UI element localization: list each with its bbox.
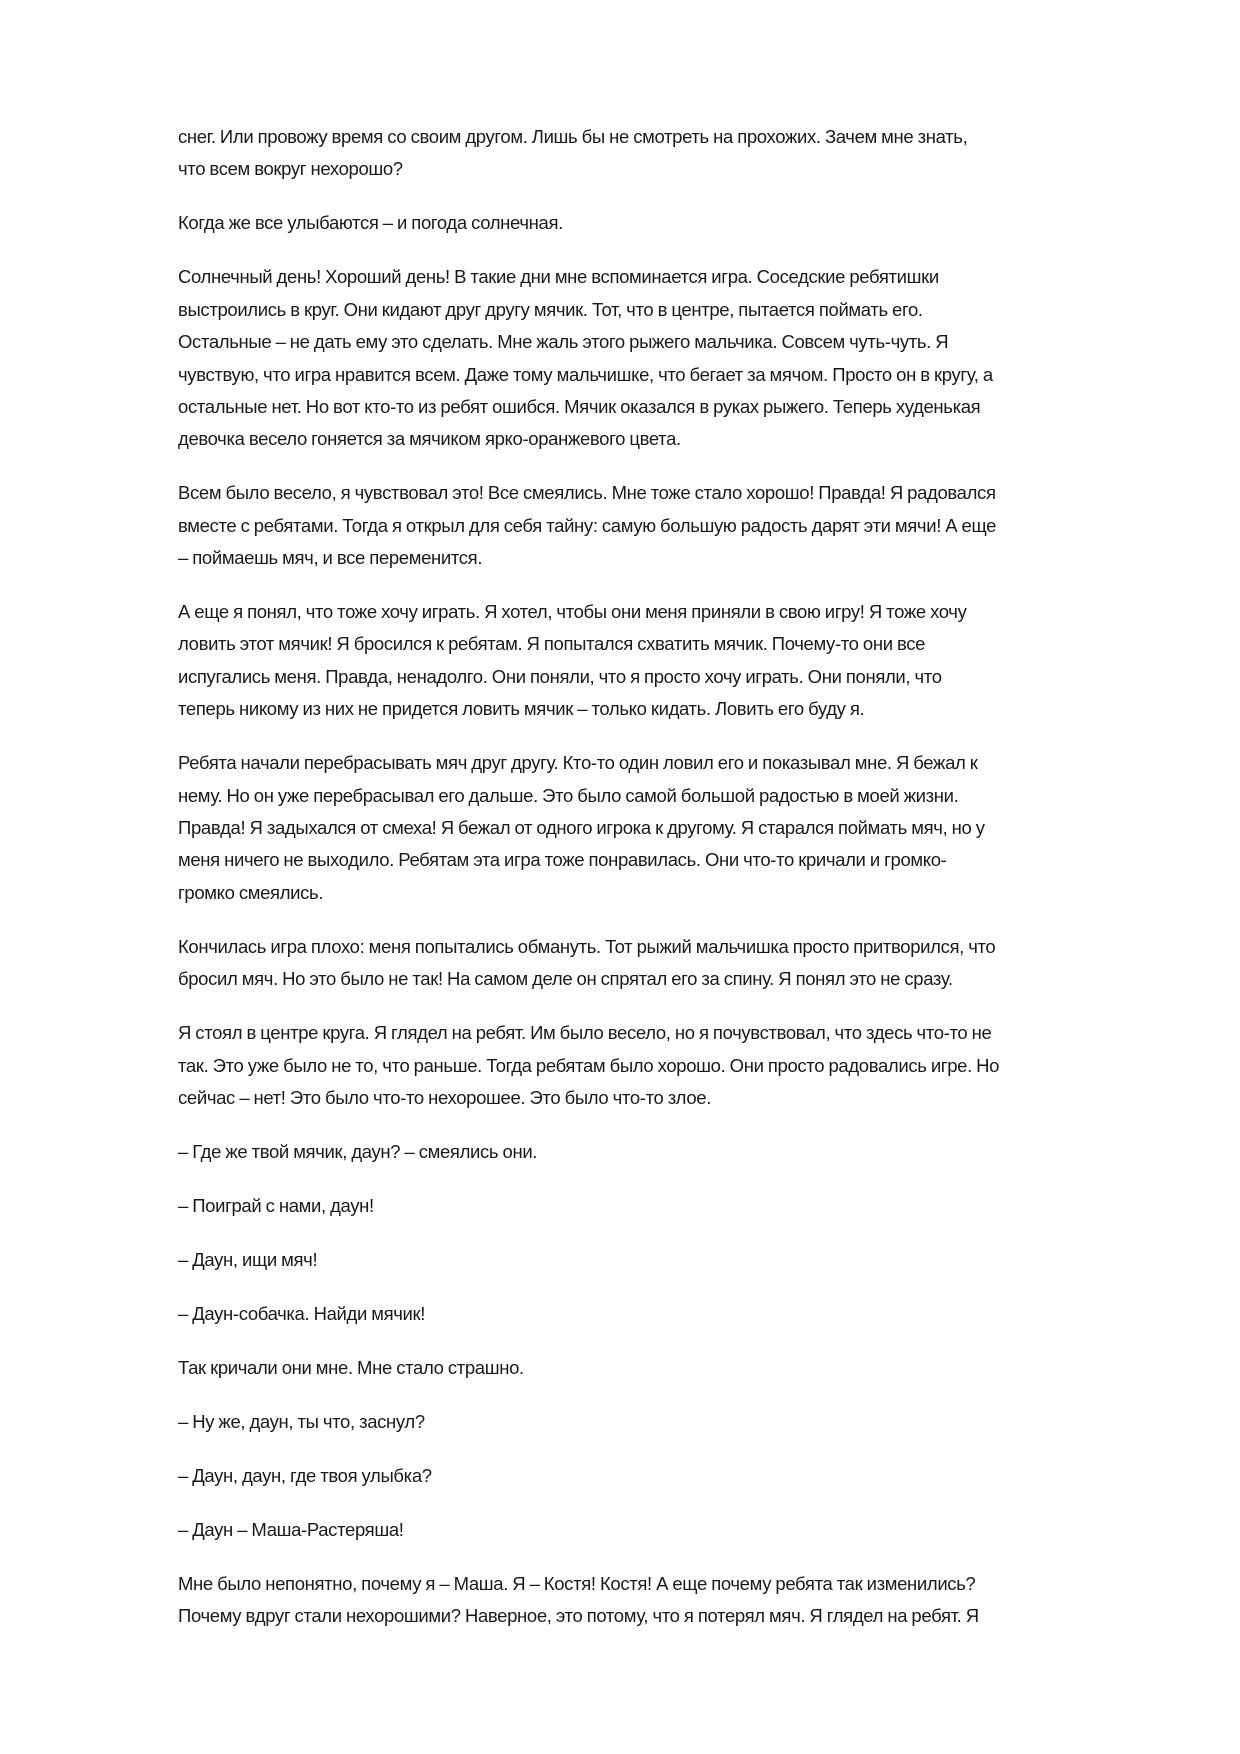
text-line: выстроились в круг. Они кидают друг другу мячик. Тот, что в центре, пытается поймать его. xyxy=(178,298,923,320)
text-line: – Где же твой мячик, даун? – смеялись они. xyxy=(178,1140,538,1162)
text-line: – Ну же, даун, ты что, заснул? xyxy=(178,1410,425,1432)
text-line: Правда! Я задыхался от смеха! Я бежал от одного игрока к другому. Я старался поймать мяч, но у xyxy=(178,817,985,838)
paragraph xyxy=(178,121,1168,186)
document-page xyxy=(178,121,1168,1654)
text-line: – поймаешь мяч, и все переменится. xyxy=(178,547,483,569)
text-line: вместе с ребятами. Тогда я открыл для себя тайну: самую большую радость дарят эти мячи! А еще xyxy=(178,514,997,536)
text-line: ловить этот мячик! Я бросился к ребятам. Я попытался схватить мячик. Почему-то они все xyxy=(178,633,926,655)
text-line: Когда же все улыбаются – и погода солнечная. xyxy=(178,212,563,234)
paragraph xyxy=(178,1298,1168,1330)
text-line: бросил мяч. Но это было не так! На самом деле он спрятал его за спину. Я понял это не сразу. xyxy=(178,968,953,990)
paragraph xyxy=(178,931,1168,996)
text-line: так. Это уже было не то, что раньше. Тогда ребятам было хорошо. Они просто радовались игре. Но xyxy=(178,1054,1000,1076)
text-line: теперь никому из них не придется ловить мячик – только кидать. Ловить его буду я. xyxy=(178,698,865,720)
text-line: Так кричали они мне. Мне стало страшно. xyxy=(178,1356,524,1378)
text-line: остальные нет. Но вот кто-то из ребят ошибся. Мячик оказался в руках рыжего. Теперь худенькая xyxy=(178,395,981,417)
text-line: меня ничего не выходило. Ребятам эта игра тоже понравилась. Они что-то кричали и громко- xyxy=(178,849,947,871)
text-line: снег. Или провожу время со своим другом. Лишь бы не смотреть на прохожих. Зачем мне знать, xyxy=(178,126,968,147)
text-line: – Даун – Маша-Растеряша! xyxy=(178,1518,404,1540)
text-line: Остальные – не дать ему это сделать. Мне жаль этого рыжего мальчика. Совсем чуть-чуть. Я xyxy=(178,331,949,353)
paragraph xyxy=(178,207,1168,239)
paragraph xyxy=(178,1352,1168,1384)
text-line: Ребята начали перебрасывать мяч друг другу. Кто-то один ловил его и показывал мне. Я бежал к xyxy=(178,752,978,774)
paragraph xyxy=(178,477,1168,574)
paragraph xyxy=(178,1244,1168,1276)
text-line: что всем вокруг нехорошо? xyxy=(178,158,403,180)
paragraph xyxy=(178,261,1168,455)
paragraph xyxy=(178,1017,1168,1114)
text-line: чувствую, что игра нравится всем. Даже тому мальчишке, что бегает за мячом. Просто он в кругу, а xyxy=(178,363,993,385)
text-line: Мне было непонятно, почему я – Маша. Я – Костя! Костя! А еще почему ребята так изменились? xyxy=(178,1572,976,1594)
text-line: нему. Но он уже перебрасывал его дальше. Это было самой большой радостью в моей жизни. xyxy=(178,784,959,806)
paragraph xyxy=(178,1136,1168,1168)
text-line: Почему вдруг стали нехорошими? Наверное, это потому, что я потерял мяч. Я глядел на ребят. Я xyxy=(178,1605,979,1627)
paragraph xyxy=(178,1514,1168,1546)
text-line: Я стоял в центре круга. Я глядел на ребят. Им было весело, но я почувствовал, что здесь что-то не xyxy=(178,1022,992,1044)
text-line: Всем было весело, я чувствовал это! Все смеялись. Мне тоже стало хорошо! Правда! Я радовался xyxy=(178,482,996,504)
text-line: девочка весело гоняется за мячиком ярко-оранжевого цвета. xyxy=(178,428,681,450)
text-line: А еще я понял, что тоже хочу играть. Я хотел, чтобы они меня приняли в свою игру! Я тоже хочу xyxy=(178,601,967,623)
text-line: Кончилась игра плохо: меня попытались обмануть. Тот рыжий мальчишка просто притворился, что xyxy=(178,935,996,957)
paragraph xyxy=(178,1568,1168,1633)
text-line: – Даун-собачка. Найди мячик! xyxy=(178,1302,426,1324)
paragraph xyxy=(178,1460,1168,1492)
text-line: испугались меня. Правда, ненадолго. Они поняли, что я просто хочу играть. Они поняли, что xyxy=(178,665,942,687)
paragraph xyxy=(178,1406,1168,1438)
text-line: Солнечный день! Хороший день! В такие дни мне вспоминается игра. Соседские ребятишки xyxy=(178,266,939,288)
paragraph xyxy=(178,1190,1168,1222)
text-line: – Поиграй с нами, даун! xyxy=(178,1194,374,1216)
text-line: – Даун, даун, где твоя улыбка? xyxy=(178,1464,432,1486)
text-line: сейчас – нет! Это было что-то нехорошее. Это было что-то злое. xyxy=(178,1086,711,1108)
paragraph xyxy=(178,747,1168,909)
text-line: громко смеялись. xyxy=(178,881,324,903)
paragraph xyxy=(178,596,1168,726)
text-line: – Даун, ищи мяч! xyxy=(178,1248,318,1270)
